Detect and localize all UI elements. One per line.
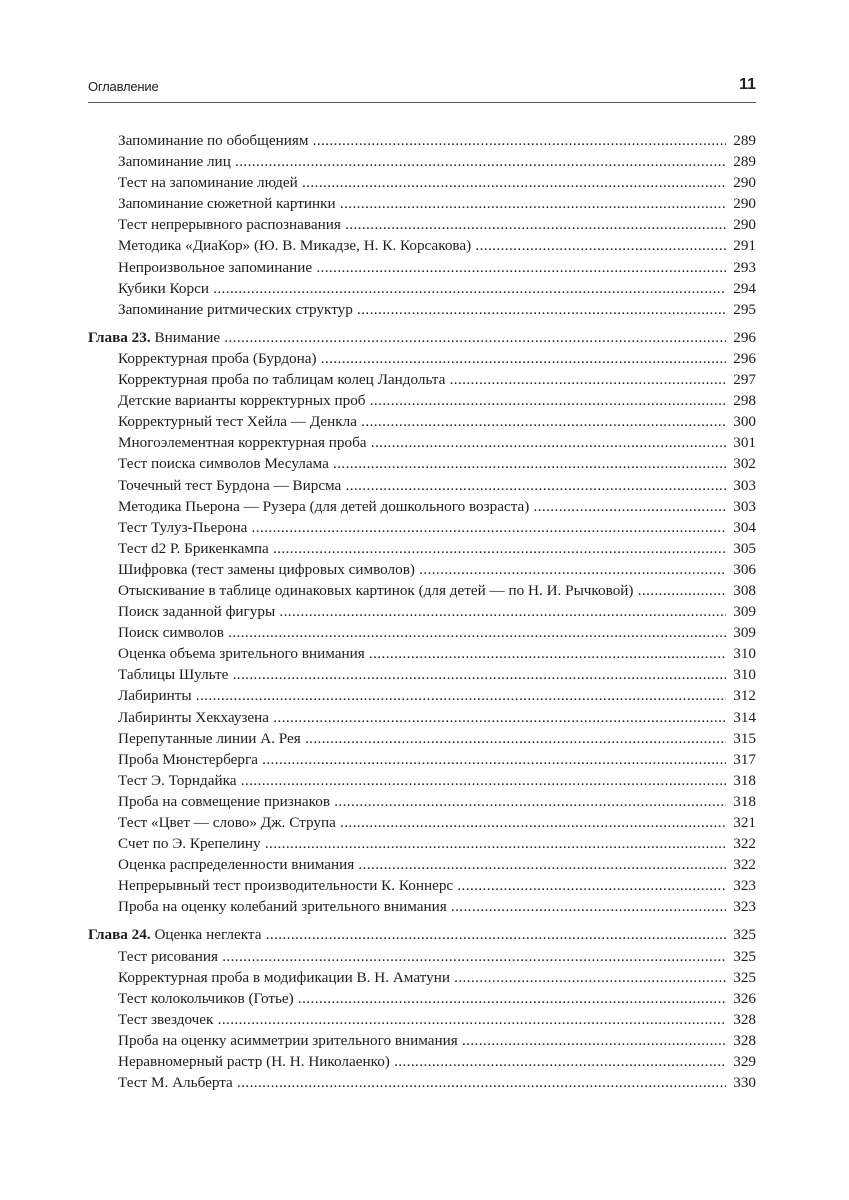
toc-entry-label: Проба на оценку асимметрии зрительного внимания [118,1031,458,1049]
toc-entry-title [118,559,726,580]
toc-entry-title [118,517,726,538]
toc-entry-label: Поиск заданной фигуры [118,603,276,621]
toc-entry-label: Корректурная проба по таблицам колец Ландольта [118,371,446,389]
toc-entry-title [118,988,726,1009]
toc-entry-page: 293 [733,258,756,276]
toc-entry-page: 300 [733,413,756,431]
toc-entry [88,214,756,235]
toc-entry-title [118,257,726,278]
toc-entry-title [118,538,726,559]
toc-chapter-title: Оценка неглекта [154,926,262,944]
toc-entry-label: Тест на запоминание людей [118,174,298,192]
toc-entry-page: 308 [733,581,756,599]
toc-entry-page: 303 [733,476,756,494]
toc-chapter-page: 296 [733,328,756,346]
toc-entry-label: Корректурный тест Хейла — Денкла [118,413,357,431]
toc-entry [88,622,756,643]
toc-entry-page: 330 [733,1074,756,1092]
toc-entry-label: Запоминание ритмических структур [118,300,353,318]
toc-entry-label: Тест рисования [118,947,219,965]
toc-entry [88,749,756,770]
toc-entry-title [118,601,726,622]
toc-entry [88,496,756,517]
toc-entry-title [118,580,726,601]
toc-entry-page: 289 [733,153,756,171]
toc-entry-label: Многоэлементная корректурная проба [118,434,367,452]
toc-entry-label: Оценка распределенности внимания [118,856,355,874]
toc-entry-page: 305 [733,539,756,557]
toc-entry-label: Тест звездочек [118,1010,214,1028]
toc-entry [88,411,756,432]
toc-entry-page: 312 [733,687,756,705]
toc-entry-title [118,453,726,474]
toc-entry-title [118,728,726,749]
toc-entry-title [118,685,726,706]
toc-entry-title [118,812,726,833]
running-header [88,76,756,103]
toc-entry [88,475,756,496]
toc-entry-title [118,875,726,896]
toc-chapter-title: Внимание [154,328,221,346]
toc-entry [88,517,756,538]
toc-entry-page: 310 [733,645,756,663]
toc-entry [88,833,756,854]
toc-entry-title [118,791,726,812]
toc-entry-page: 301 [733,434,756,452]
toc-entry-title [118,854,726,875]
toc-entry-title [118,151,726,172]
toc-entry-label: Запоминание лиц [118,153,231,171]
toc-entry-label: Проба на совмещение признаков [118,792,331,810]
toc-entry-page: 309 [733,603,756,621]
toc-entry-label: Тест колокольчиков (Готье) [118,989,294,1007]
toc-chapter-label: Глава 23. [88,328,151,346]
toc-entry-title [118,390,726,411]
toc-entry-page: 296 [733,349,756,367]
toc-entry-label: Таблицы Шульте [118,666,229,684]
toc-chapter-text [88,924,726,945]
toc-entry-page: 323 [733,877,756,895]
toc-entry-label: Лабиринты Хекхаузена [118,708,270,726]
toc-entry [88,193,756,214]
toc-entry-label: Проба Мюнстерберга [118,750,258,768]
toc-entry [88,707,756,728]
toc-entry-page: 315 [733,729,756,747]
toc-section [88,130,756,320]
toc-entry-title [118,967,726,988]
toc-section [88,924,756,1093]
toc-entry [88,151,756,172]
toc-entry-page: 298 [733,392,756,410]
toc-entry-page: 306 [733,560,756,578]
toc-entry-page: 304 [733,518,756,536]
toc-entry-title [118,622,726,643]
toc-entry-label: Тест Тулуз-Пьерона [118,518,248,536]
toc-entry-label: Отыскивание в таблице одинаковых картинок (для детей — по Н. И. Рычковой) [118,581,634,599]
toc-entry-page: 329 [733,1053,756,1071]
toc-entry-page: 289 [733,132,756,149]
toc-entry-label: Неравномерный растр (Н. Н. Николаенко) [118,1053,390,1071]
toc-entry-page: 318 [733,771,756,789]
toc-entry-page: 326 [733,989,756,1007]
toc-entry-label: Непроизвольное запоминание [118,258,313,276]
toc-entry-page: 318 [733,792,756,810]
toc-entry-label: Методика Пьерона — Рузера (для детей дошкольного возраста) [118,497,530,515]
toc-entry-page: 295 [733,300,756,318]
toc-chapter-label: Глава 24. [88,926,151,944]
toc-entry-label: Тест непрерывного распознавания [118,216,341,234]
toc-entry [88,812,756,833]
toc-entry-title [118,1072,726,1093]
toc-entry [88,348,756,369]
toc-entry [88,172,756,193]
toc-entry-page: 290 [733,195,756,213]
toc-entry-page: 309 [733,624,756,642]
toc-entry-title [118,193,726,214]
toc-entry-title [118,946,726,967]
toc-entry [88,664,756,685]
toc-entry-page: 290 [733,174,756,192]
toc-entry-title [118,235,726,256]
toc-entry-page: 302 [733,455,756,473]
toc-entry-title [118,643,726,664]
toc-entry-label: Детские варианты корректурных проб [118,392,366,410]
toc-entry-page: 314 [733,708,756,726]
toc-entry [88,559,756,580]
toc-entry-title [118,348,726,369]
toc-entry [88,299,756,320]
toc-entry-page: 322 [733,856,756,874]
toc-entry [88,1051,756,1072]
toc-entry-title [118,749,726,770]
toc-entry [88,453,756,474]
toc-entry [88,580,756,601]
toc-entry-title [118,1030,726,1051]
toc-entry-title [118,432,726,453]
toc-entry-title [118,369,726,390]
toc-section [88,327,756,918]
toc-entry-label: Тест поиска символов Месулама [118,455,329,473]
toc-entry [88,1009,756,1030]
toc-entry-title [118,475,726,496]
running-header-title: Оглавление [88,79,159,94]
toc-entry-page: 317 [733,750,756,768]
toc-entry-page: 291 [733,237,756,255]
toc-entry-title [118,411,726,432]
toc-entry [88,791,756,812]
toc-entry-label: Методика «ДиаКор» (Ю. В. Микадзе, Н. К. Корсакова) [118,237,472,255]
toc-entry [88,967,756,988]
toc-entry [88,369,756,390]
toc-entry [88,257,756,278]
toc-entry [88,728,756,749]
toc-entry-label: Счет по Э. Крепелину [118,835,261,853]
toc-entry-label: Непрерывный тест производительности К. Коннерс [118,877,454,895]
toc-entry-page: 325 [733,968,756,986]
toc-entry-label: Запоминание по обобщениям [118,132,309,149]
toc-entry [88,1072,756,1093]
toc-entry-label: Точечный тест Бурдона — Вирсма [118,476,342,494]
toc-entry-page: 294 [733,279,756,297]
toc-chapter-page: 325 [733,926,756,944]
toc-entry-title [118,130,726,151]
toc-entry [88,685,756,706]
toc-entry-title [118,707,726,728]
toc-entry-label: Кубики Корси [118,279,209,297]
toc-entry-title [118,833,726,854]
toc-chapter-heading [88,924,756,945]
toc-entry-page: 322 [733,835,756,853]
toc-entry [88,432,756,453]
toc-entry-page: 328 [733,1010,756,1028]
table-of-contents [88,130,756,1093]
toc-entry-label: Тест «Цвет — слово» Дж. Струпа [118,814,336,831]
toc-entry [88,278,756,299]
toc-entry-label: Перепутанные линии А. Рея [118,729,301,747]
toc-entry-label: Тест Э. Торндайка [118,771,237,789]
toc-entry-title [118,496,726,517]
toc-entry [88,643,756,664]
toc-entry-title [118,1051,726,1072]
toc-entry [88,1030,756,1051]
toc-entry [88,988,756,1009]
toc-entry [88,538,756,559]
toc-entry-label: Оценка объема зрительного внимания [118,645,365,663]
toc-entry [88,130,756,151]
toc-entry-label: Шифровка (тест замены цифровых символов) [118,560,415,578]
toc-entry-page: 303 [733,497,756,515]
toc-entry-title [118,172,726,193]
toc-entry-page: 323 [733,898,756,916]
toc-entry [88,770,756,791]
page-number: 11 [739,76,756,93]
toc-entry [88,235,756,256]
toc-entry-page: 297 [733,371,756,389]
toc-entry [88,390,756,411]
toc-entry [88,854,756,875]
toc-entry-page: 325 [733,947,756,965]
toc-entry-title [118,770,726,791]
toc-entry [88,875,756,896]
toc-entry-page: 290 [733,216,756,234]
toc-entry-title [118,299,726,320]
toc-chapter-text [88,327,726,348]
toc-entry-title [118,214,726,235]
toc-entry-label: Поиск символов [118,624,224,642]
toc-entry-page: 321 [733,814,756,831]
toc-entry-title [118,896,726,917]
toc-chapter-heading [88,327,756,348]
toc-entry-label: Корректурная проба в модификации В. Н. Аматуни [118,968,450,986]
toc-entry-label: Запоминание сюжетной картинки [118,195,336,213]
toc-entry-label: Корректурная проба (Бурдона) [118,349,317,367]
toc-entry-label: Проба на оценку колебаний зрительного внимания [118,898,447,916]
toc-entry-label: Тест d2 Р. Брикенкампа [118,539,269,557]
toc-entry [88,601,756,622]
toc-entry-title [118,278,726,299]
toc-entry [88,946,756,967]
toc-entry-title [118,1009,726,1030]
toc-entry-label: Лабиринты [118,687,192,705]
toc-entry-title [118,664,726,685]
toc-entry-page: 328 [733,1031,756,1049]
toc-entry-page: 310 [733,666,756,684]
toc-entry [88,896,756,917]
toc-entry-label: Тест М. Альберта [118,1074,233,1092]
